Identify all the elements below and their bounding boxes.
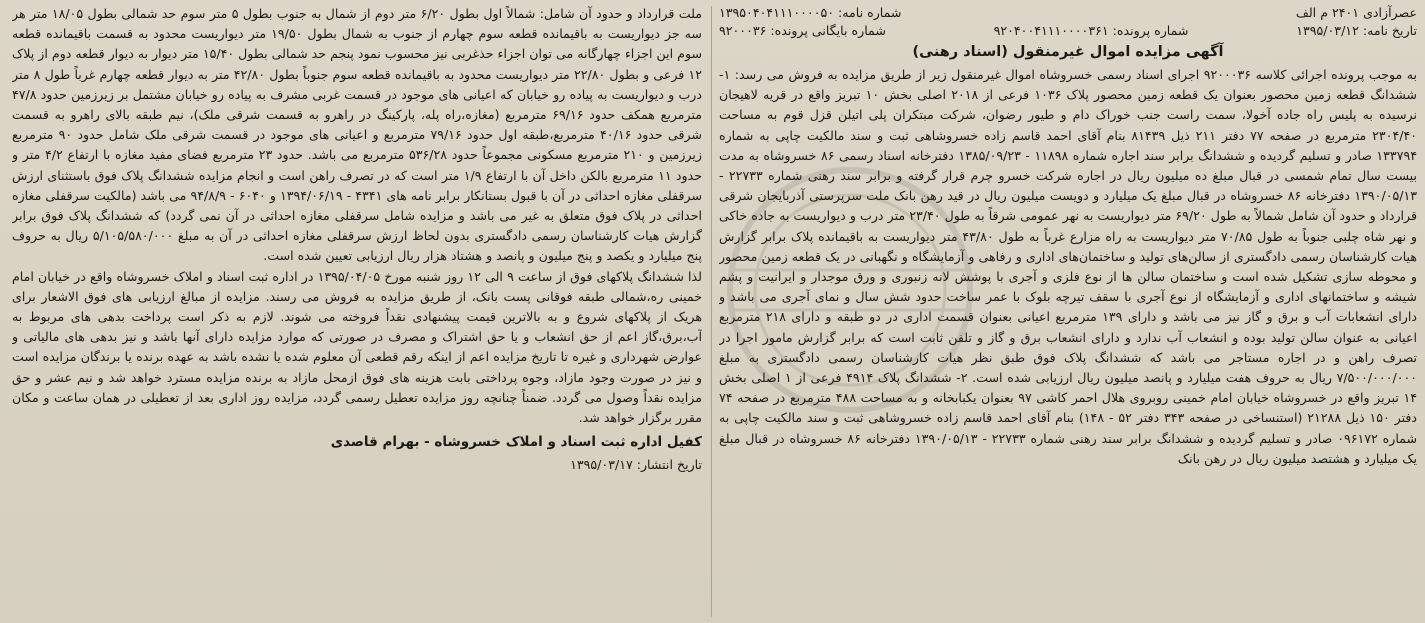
serial-number: عصرآزادی ۲۴۰۱ م الف — [1295, 5, 1417, 20]
letter-date: تاریخ نامه: ۱۳۹۵/۰۳/۱۲ — [1296, 23, 1417, 38]
publish-date: تاریخ انتشار: ۱۳۹۵/۰۳/۱۷ — [570, 457, 702, 473]
header-row-1 — [719, 4, 1417, 22]
right-column — [719, 4, 1417, 619]
column-divider — [711, 6, 712, 617]
letter-number: شماره نامه: ۱۳۹۵۰۴۰۴۱۱۱۰۰۰۰۵۰ — [719, 5, 902, 20]
body-paragraph: به موجب پرونده اجرائی کلاسه ۹۲۰۰۰۳۶ اجرای اسناد رسمی خسروشاه اموال غیرمنقول زیر از طریق مزایده به فروش می رسد: ۱- ششدانگ قطعه زمین محصور بعنوان یک قطعه زمین محصور پلاک ۱۰۳۶ فرعی از ۲۰۱۸ اصلی بخش ۱۰ تبریز واقع در قریه لاهیجان نرسیده به پلیس راه جاده آخولا، سمت راست جنب خوراک دام و طیور رضوان، شرکت مبتکران پلی اتیلن قزل قوم به مساحت ۲۳۰۴/۴۰ مترمربع در صفحه ۷۷ دفتر ۲۱۱ ذیل ۸۱۴۳۹ بنام آقای احمد قاسم زاده خسروشاهی ثبت و سند مالکیت چاپی به شماره ۱۳۳۷۹۴ صادر و تسلیم گردیده و ششدانگ برابر سند اجاره شماره ۱۱۸۹۸ - ۱۳۸۵/۰۹/۲۳ دفترخانه اسناد رسمی ۸۶ خسروشاه به مدت بیست سال تمام شمسی در قبال مبلغ ده میلیون ریال در اجاره شرکت خسرو چرم قرار گرفته و برابر سند رهنی شماره ۲۲۷۳۳ - ۱۳۹۰/۰۵/۱۳ دفترخانه ۸۶ خسروشاه در قبال مبلغ یک میلیارد و دویست میلیون ریال در قید رهن بانک ملت سرپرستی آذربایجان شرقی قرارداد و حدود آن شامل شمالاً به طول ۶۹/۲۰ متر دیواریست به نهر عمومی شرقاً به طول ۲۳/۴۰ متر درب و دیواریست به جاده خاکی و نهر شاه چلبی جنوباً به طول ۷۰/۸۵ متر دیواریست به راه مزارع غرباً به طول ۴۳/۸۰ متر دیواریست به باقیمانده پلاک برابر گزارش هیات کارشناسان رسمی دادگستری از سالن‌های تولید و ساختمان‌های اداری و رفاهی و آزمایشگاه و نگهبانی در یک قطعه زمین محصور و محوطه سازی تشکیل شده است و ساختمان سالن ها از نوع فلزی و آجری با پوشش لانه زنبوری و ورق موجدار و ایرانیت و پشم شیشه و ساختمانهای اداری و آزمایشگاه از نوع آجری با سقف تیرچه بلوک با عمر ساخت حدود شش سال و نمای آجری می باشد و دارای انشعابات آب و برق و گاز نیز می باشد و دارای ۱۳۹ مترمربع اعیانی بعنوان قسمت اداری در دو طبقه و دارای ۲۱۸ مترمربع اعیانی به عنوان سالن تولید بوده و انشعاب آب ندارد و دارای انشعاب برق و گاز و تلفن ثابت است که برابر گزارش مامور اجرا در تصرف راهن و در اجاره مستاجر می باشد که ششدانگ پلاک فوق طبق نظر هیات کارشناسان رسمی دادگستری به مبلغ ۷/۵۰۰/۰۰۰/۰۰۰ ریال به حروف هفت میلیارد و پانصد میلیون ریال ارزیابی شده است. ۲- ششدانگ پلاک ۴۹۱۴ فرعی از ۱ اصلی بخش ۱۴ تبریز واقع در خسروشاه خیابان امام خمینی روبروی هلال احمر کاشی ۹۷ بعنوان یکبابخانه و به مساحت ۴۸۸ مترمربع در صفحه ۷۴ دفتر ۱۵۰ ذیل ۲۱۲۸۸ (استنساخی در صفحه ۳۴۳ دفتر ۵۲ - ۱۴۸) بنام آقای احمد قاسم زاده خسروشاهی ثبت و سند مالکیت چاپی به شماره ۰۹۶۱۷۲ صادر و تسلیم گردیده و ششدانگ برابر سند رهنی شماره ۲۲۷۳۳ - ۱۳۹۰/۰۵/۱۳ دفترخانه ۸۶ خسروشاه در قبال مبلغ یک میلیارد و هشتصد میلیون ریال در رهن بانک — [719, 67, 1417, 466]
archive-number: شماره بایگانی پرونده: ۹۲۰۰۰۳۶ — [719, 23, 886, 38]
header-row-2 — [719, 22, 1417, 40]
notice-title: آگهی مزایده اموال غیرمنقول (اسناد رهنی) — [912, 44, 1224, 60]
left-column — [12, 4, 702, 619]
body-paragraph: ملت قرارداد و حدود آن شامل: شمالاً اول بطول ۶/۲۰ متر دوم از شمال به جنوب بطول ۵ متر سوم حد شمالی بطول ۱۸/۰۵ متر هر سه جز دیواریست به باقیمانده قطعه سوم چهارم از جنوب به شمال بطول ۱۹/۵۰ متر دیواریست محدود به قسمت باقیمانده قطعه سوم این اجزاء چهارگانه می توان اجزاء حذغربی نیز محسوب نمود پنجم حد شمالی بطول ۱۵/۴۰ متر دیوار به دیوار قطعه دوم از پلاک ۱۲ فرعی و بطول ۲۲/۸۰ متر دیواریست محدود به باقیمانده قطعه سوم جنوباً بطول ۴۲/۸۰ متر به دیوار قطعه چهارم غرباً طول ۸ متر درب و دیواریست به پیاده رو خیابان که اعیانی های موجود در قسمت غربی مشرف به پیاده رو خیابان مشتمل بر زیرزمین حدود ۴۷/۸ مترمربع همکف حدود ۶۹/۱۶ مترمربع (مغازه،راه پله، پارکینگ در راهرو به قسمت شرقی ملک)، نیم طبقه بالای راهرو به قسمت شرقی حدود ۴۰/۱۶ مترمربع،طبقه اول حدود ۷۹/۱۶ مترمربع و اعیانی های موجود در قسمت شرقی ملک شامل حدود ۹۰ مترمربع زیرزمین و ۲۱۰ مترمربع مسکونی مجموعاً حدود ۵۳۶/۲۸ مترمربع می باشد. حدود ۲۳ مترمربع فضای مفید مغازه با ارتفاع ۴/۲ متر و حدود ۱۱ مترمربع بالکن داخل آن با ارتفاع ۱/۹ متر است که در تصرف راهن است و انجام مزایده ششدانگ پلاک فوق باستثنای ارزش سرقفلی مغازه احداثی در آن با قبول بستانکار برابر نامه های ۴۳۴۱ - ۱۳۹۴/۰۶/۱۹ و ۶۰۴۰ - ۹۴/۸/۹ می باشد (مالکیت سرقفلی مغازه احداثی در پلاک فوق متعلق به غیر می باشد و مزایده شامل سرقفلی مغازه احداثی در آن نمی گردد) که ششدانگ پلاک فوق برابر گزارش هیات کارشناسان رسمی دادگستری بدون لحاظ ارزش سرقفلی مغازه احداثی در آن به مبلغ ۵/۱۰۵/۵۸۰/۰۰۰ ریال به حروف پنج میلیارد و یکصد و پنج میلیون و پانصد و هشتاد هزار ریال ارزیابی تعیین شده است. — [12, 6, 702, 264]
case-number: شماره پرونده: ۹۲۰۴۰۰۴۱۱۱۰۰۰۰۳۶۱ — [993, 23, 1189, 38]
signature-line: کفیل اداره ثبت اسناد و املاک خسروشاه - بهرام قاصدی — [330, 434, 702, 451]
body-paragraph: لذا ششدانگ پلاکهای فوق از ساعت ۹ الی ۱۲ روز شنبه مورخ ۱۳۹۵/۰۴/۰۵ در اداره ثبت اسناد و املاک خسروشاه واقع در خیابان امام خمینی ره،شمالی طبقه فوقانی پست بانک، از طریق مزایده به فروش می رسند. مزایده از مبالغ ارزیابی های فوق الاشعار برای هریک از پلاکهای شروع و به بالاترین قیمت پیشنهادی نقداً فروخته می شوند. لازم به ذکر است پرداخت بدهی های مربوط به آب،برق،گاز اعم از حق انشعاب و یا حق اشتراک و مصرف در صورتی که موارد مزایده دارای آنها باشد و نیز بدهی های مالیاتی و عوارض شهرداری و غیره تا تاریخ مزایده اعم از اینکه رقم قطعی آن معلوم شده یا نشده باشد به عهده برنده یا برندگان مزایده است و نیز در صورت وجود مازاد، وجوه پرداختی بابت هزینه های فوق ازمحل مازاد به برنده مزایده مسترد خواهد شد و نیم عشر و حق مزایده نقداً وصول می گردد. ضمناً چنانچه روز مزایده تعطیل رسمی گردد، مزایده روز اداری بعد از تعطیلی در همان ساعت و مکان مقرر برگزار خواهد شد. — [12, 268, 702, 426]
